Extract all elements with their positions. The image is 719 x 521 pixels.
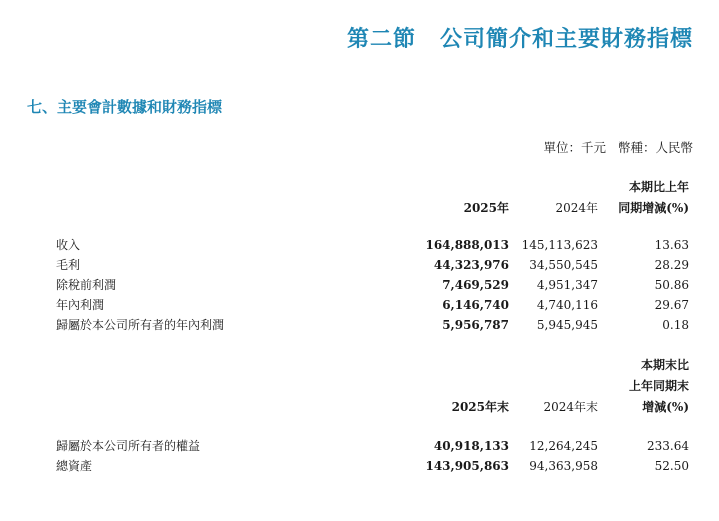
unit-label: 單位：千元 [543,140,606,155]
row-prior-value: 94,363,958 [529,459,598,473]
row-label: 除稅前利潤 [56,278,117,292]
table-row [0,315,719,335]
row-change-value: 50.86 [654,278,689,292]
row-prior-value: 34,550,545 [529,258,598,272]
row-current-value: 5,956,787 [442,318,509,332]
row-prior-value: 12,264,245 [529,439,598,453]
row-current-value: 44,323,976 [433,258,509,272]
table-row [0,456,719,476]
row-prior-value: 5,945,945 [536,318,598,332]
t1-header-change-line2: 同期增減(%) [618,201,689,215]
t2-header-current: 2025年末 [451,400,509,414]
table-row [0,436,719,456]
row-change-value: 28.29 [654,258,689,272]
currency-label: 幣種：人民幣 [617,140,693,155]
row-change-value: 52.50 [654,459,689,473]
row-label: 年內利潤 [56,298,105,312]
chapter-name: 公司簡介和主要財務指標 [439,26,693,52]
row-current-value: 6,146,740 [442,298,509,312]
row-current-value: 143,905,863 [425,459,509,473]
table-row [0,255,719,275]
row-change-value: 0.18 [662,318,689,332]
t1-header-change-line1: 本期比上年 [628,180,689,194]
row-change-value: 13.63 [654,238,689,252]
row-prior-value: 4,740,116 [536,298,598,312]
table-row [0,275,719,295]
row-prior-value: 145,113,623 [521,238,598,252]
t2-header-prior: 2024年末 [543,400,598,414]
row-label: 總資產 [56,459,93,473]
row-label: 收入 [56,238,81,252]
row-label: 毛利 [56,258,81,272]
table-row [0,295,719,315]
row-prior-value: 4,951,347 [536,278,598,292]
t2-header-change-line3: 增減(%) [642,400,689,414]
row-change-value: 233.64 [647,439,689,453]
chapter-title [347,22,693,53]
unit-line [543,138,693,156]
row-current-value: 7,469,529 [442,278,509,292]
row-current-value: 40,918,133 [433,439,509,453]
chapter-number: 第二節 [346,26,416,52]
row-change-value: 29.67 [654,298,689,312]
t1-header-prior: 2024年 [555,201,598,215]
t2-header-change-line2: 上年同期末 [628,379,689,393]
t2-header-change-line1: 本期末比 [640,358,689,372]
row-current-value: 164,888,013 [425,238,509,252]
section-heading: 七、主要會計數據和財務指標 [27,98,223,116]
t1-header-current: 2025年 [463,201,509,215]
row-label: 歸屬於本公司所有者的年內利潤 [56,318,225,332]
row-label: 歸屬於本公司所有者的權益 [56,439,201,453]
table-row [0,235,719,255]
